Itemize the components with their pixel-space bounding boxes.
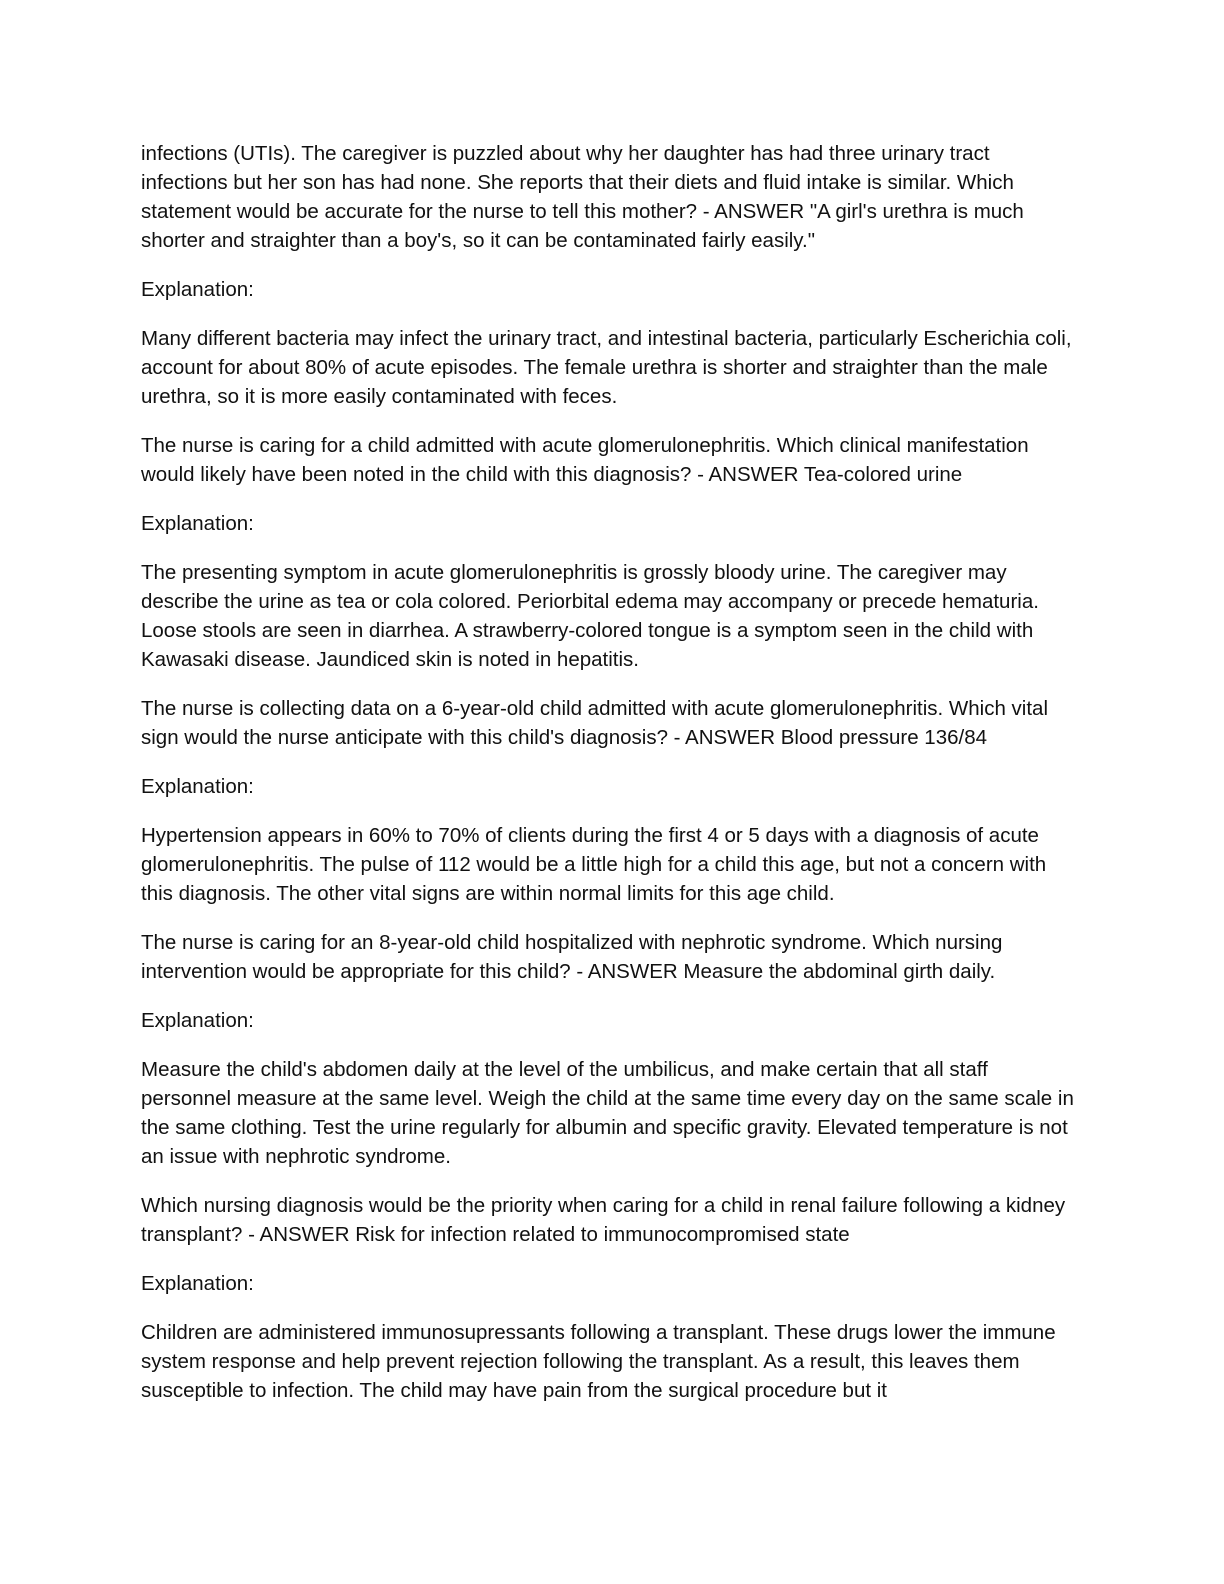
document-page	[141, 139, 1076, 1425]
paragraph-glomerulonephritis-explanation: The presenting symptom in acute glomerulonephritis is grossly bloody urine. The caregiver may describe the urine as tea or cola colored. Periorbital edema may accompany or precede hematuria. Loose stools are seen in diarrhea. A strawberry-colored tongue is a symptom seen in the child with Kawasaki disease. Jaundiced skin is noted in hepatitis.	[141, 561, 1039, 671]
explanation-label: Explanation:	[141, 1009, 254, 1032]
paragraph-vital-sign-question: The nurse is collecting data on a 6-year-old child admitted with acute glomerulonephritis. Which vital sign would the nurse anticipate with this child's diagnosis? - ANSWER Blood pressure 136/84	[141, 697, 1049, 749]
paragraph-uti-question: infections (UTIs). The caregiver is puzzled about why her daughter has had three urinary tract infections but her son has had none. She reports that their diets and fluid intake is similar. Which statement would be accurate for the nurse to tell this mother? - ANSWER "A girl's urethra is much shorter and straighter than a boy's, so it can be contaminated fairly easily."	[141, 142, 1024, 252]
explanation-label: Explanation:	[141, 1272, 254, 1295]
paragraph-nephrotic-explanation: Measure the child's abdomen daily at the level of the umbilicus, and make certain that all staff personnel measure at the same level. Weigh the child at the same time every day on the same scale in the same clothing. Test the urine regularly for albumin and specific gravity. Elevated temperature is not an issue with nephrotic syndrome.	[141, 1058, 1074, 1168]
explanation-label: Explanation:	[141, 278, 254, 301]
paragraph-transplant-question: Which nursing diagnosis would be the priority when caring for a child in renal failure following a kidney transplant? - ANSWER Risk for infection related to immunocompromised state	[141, 1194, 1066, 1246]
paragraph-glomerulonephritis-question: The nurse is caring for a child admitted with acute glomerulonephritis. Which clinical manifestation would likely have been noted in the child with this diagnosis? - ANSWER Tea-colored urine	[141, 434, 1029, 486]
paragraph-transplant-explanation: Children are administered immunosupressants following a transplant. These drugs lower the immune system response and help prevent rejection following the transplant. As a result, this leaves them susceptible to infection. The child may have pain from the surgical procedure but it	[141, 1321, 1056, 1402]
explanation-label: Explanation:	[141, 512, 254, 535]
paragraph-uti-explanation: Many different bacteria may infect the urinary tract, and intestinal bacteria, particularly Escherichia coli, account for about 80% of acute episodes. The female urethra is shorter and straighter than the male urethra, so it is more easily contaminated with feces.	[141, 327, 1072, 408]
paragraph-vital-sign-explanation: Hypertension appears in 60% to 70% of clients during the first 4 or 5 days with a diagnosis of acute glomerulonephritis. The pulse of 112 would be a little high for a child this age, but not a concern with this diagnosis. The other vital signs are within normal limits for this age child.	[141, 824, 1047, 905]
paragraph-nephrotic-question: The nurse is caring for an 8-year-old child hospitalized with nephrotic syndrome. Which nursing intervention would be appropriate for this child? - ANSWER Measure the abdominal girth daily.	[141, 931, 1003, 983]
explanation-label: Explanation:	[141, 775, 254, 798]
